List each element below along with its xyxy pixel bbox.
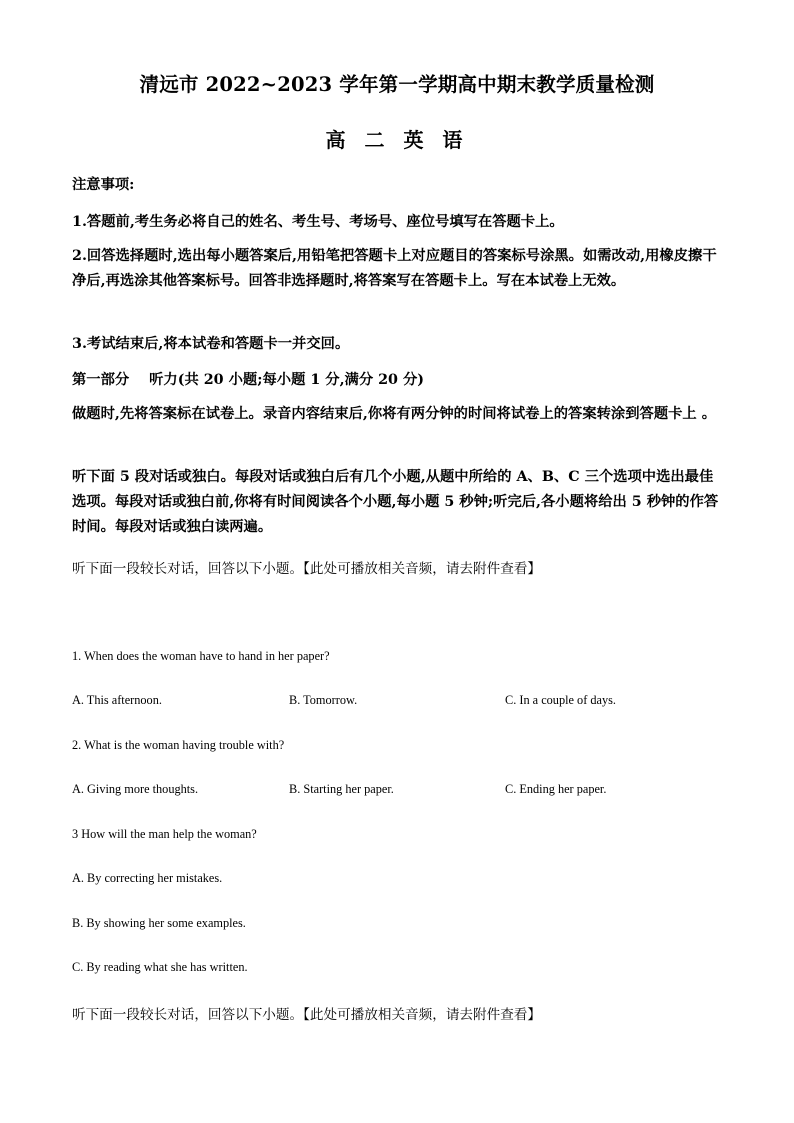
question-2-option-b: B. Starting her paper. xyxy=(289,782,394,796)
question-3-option-b: B. By showing her some examples. xyxy=(72,916,246,930)
question-1-stem: 1. When does the woman have to hand in her paper? xyxy=(72,649,330,663)
audio-prompt-2: 听下面一段较长对话，回答以下小题。【此处可播放相关音频，请去附件查看】 xyxy=(72,1007,541,1023)
section-heading: 第一部分 听力(共 20 小题;每小题 1 分,满分 20 分) xyxy=(72,372,425,388)
question-1-option-a: A. This afternoon. xyxy=(72,693,162,707)
note-item-1: 1.答题前,考生务必将自己的姓名、考生号、考场号、座位号填写在答题卡上。 xyxy=(72,214,564,230)
notes-heading: 注意事项: xyxy=(72,177,135,193)
question-2-option-a: A. Giving more thoughts. xyxy=(72,782,199,796)
note-item-2: 2.回答选择题时,选出每小题答案后,用铅笔把答题卡上对应题目的答案标号涂黑。如需改动,用橡皮擦干净后,再选涂其他答案标号。回答非选择题时,将答案写在答题卡上。写在本试卷上无效。 xyxy=(72,248,717,289)
note-item-3: 3.考试结束后,将本试卷和答题卡一并交回。 xyxy=(72,336,350,352)
question-3-stem: 3 How will the man help the woman? xyxy=(72,827,257,841)
audio-prompt-1: 听下面一段较长对话，回答以下小题。【此处可播放相关音频，请去附件查看】 xyxy=(72,561,541,577)
question-1-option-b: B. Tomorrow. xyxy=(289,693,358,707)
question-2-stem: 2. What is the woman having trouble with? xyxy=(72,738,285,752)
question-1-option-c: C. In a couple of days. xyxy=(505,693,616,707)
subject-title: 高 二 英 语 xyxy=(325,128,469,152)
section-instruction-2: 听下面 5 段对话或独白。每段对话或独白后有几个小题,从题中所给的 A、B、C 三个选项中选出最佳选项。每段对话或独白前,你将有时间阅读各个小题,每小题 5 秒钟;听完后,各小题将给出 5 秒钟的作答时间。每段对话或独白读两遍。 xyxy=(72,469,719,535)
section-instruction-1: 做题时,先将答案标在试卷上。录音内容结束后,你将有两分钟的时间将试卷上的答案转涂到答题卡上 。 xyxy=(72,406,716,422)
question-2-option-c: C. Ending her paper. xyxy=(505,782,607,796)
question-3-option-a: A. By correcting her mistakes. xyxy=(72,871,223,885)
exam-title: 清远市 2022~2023 学年第一学期高中期末教学质量检测 xyxy=(139,73,655,96)
question-3-option-c: C. By reading what she has written. xyxy=(72,960,248,974)
